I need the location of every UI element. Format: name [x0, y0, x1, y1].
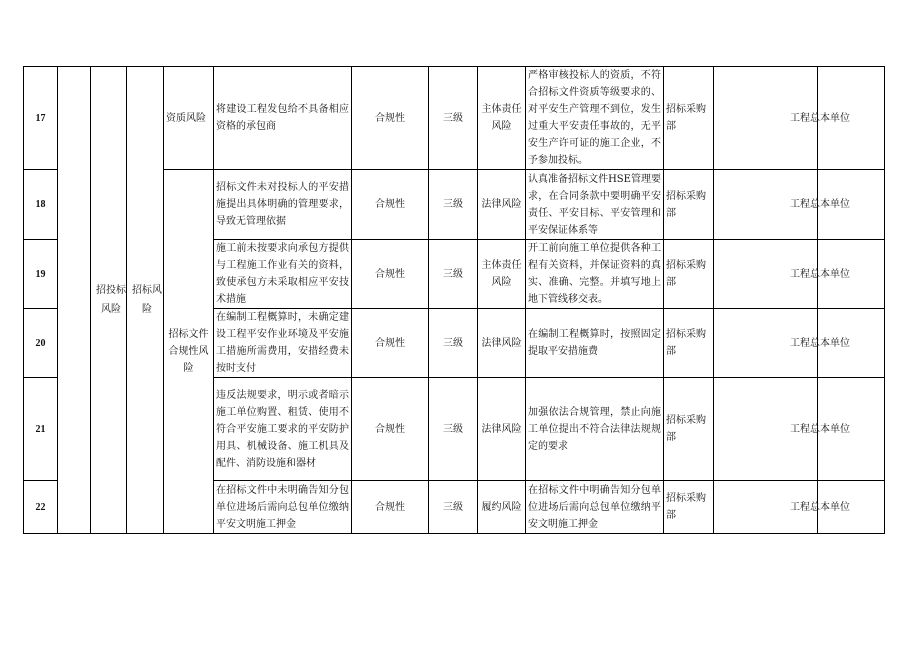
- responsible-dept: 招标采购部: [664, 170, 714, 240]
- risk-type: 法律风险: [478, 378, 526, 481]
- control-measure: 加强依法合规管理，禁止向施工单位提出不符合法律法规规定的要求: [526, 378, 664, 481]
- control-measure: 开工前向施工单位提供各种工程有关资料，并保证资料的真实、准确、完整。并填写地上地下管线移交表。: [526, 240, 664, 309]
- control-measure: 严格审核投标人的资质，不符合招标文件资质等级要求的、对平安生产管理不到位，发生过重大平安责任事故的，无平安生产许可证的施工企业，不予参加投标。: [526, 67, 664, 170]
- risk-category: 合规性: [352, 309, 429, 378]
- responsible-dept: 招标采购部: [664, 240, 714, 309]
- blank-cell: [58, 67, 91, 534]
- responsible-unit: 工程总本单位: [714, 378, 818, 481]
- responsible-unit: 工程总本单位: [714, 170, 818, 240]
- risk-category: 合规性: [352, 481, 429, 534]
- risk-description: 将建设工程发包给不具备相应资格的承包商: [214, 67, 352, 170]
- responsible-unit: 工程总本单位: [714, 240, 818, 309]
- risk-category: 合规性: [352, 240, 429, 309]
- risk-category: 合规性: [352, 378, 429, 481]
- responsible-dept: 招标采购部: [664, 481, 714, 534]
- risk-table-sheet: [23, 66, 885, 534]
- risk-type: 履约风险: [478, 481, 526, 534]
- level2-label: 招标风险: [132, 285, 162, 315]
- control-measure: 认真准备招标文件HSE管理要求，在合同条款中要明确平安责任、平安目标、平安管理和平安保证体系等: [526, 170, 664, 240]
- responsible-unit: 工程总本单位: [714, 481, 818, 534]
- level1-label: 招投标风险: [96, 285, 126, 315]
- risk-type: 主体责任风险: [478, 240, 526, 309]
- risk-category: 合规性: [352, 170, 429, 240]
- risk-description: 在编制工程概算时，未确定建设工程平安作业环境及平安施工措施所需费用，安措经费未按时支付: [214, 309, 352, 378]
- risk-description: 在招标文件中未明确告知分包单位进场后需向总包单位缴纳平安文明施工押金: [214, 481, 352, 534]
- table-row: [24, 67, 885, 170]
- risk-type: 法律风险: [478, 170, 526, 240]
- risk-type: 主体责任风险: [478, 67, 526, 170]
- risk-grade: 三级: [429, 309, 478, 378]
- risk-type: 法律风险: [478, 309, 526, 378]
- risk-description: 违反法规要求，明示或者暗示施工单位购置、租赁、使用不符合平安施工要求的平安防护用具、机械设备、施工机具及配件、消防设施和器材: [214, 378, 352, 481]
- row-number: 18: [24, 170, 58, 240]
- risk-grade: 三级: [429, 170, 478, 240]
- row-number: 22: [24, 481, 58, 534]
- row-number: 21: [24, 378, 58, 481]
- sub-risk-cell: 资质风险: [164, 67, 214, 170]
- sub-risk-cell: 招标文件合规性风险: [164, 170, 214, 534]
- control-measure: 在招标文件中明确告知分包单位进场后需向总包单位缴纳平安文明施工押金: [526, 481, 664, 534]
- responsible-dept: 招标采购部: [664, 67, 714, 170]
- row-number: 17: [24, 67, 58, 170]
- row-number: 20: [24, 309, 58, 378]
- row-number: 19: [24, 240, 58, 309]
- level1-cell: [91, 67, 127, 534]
- responsible-unit: 工程总本单位: [714, 309, 818, 378]
- level2-cell: [127, 67, 164, 534]
- risk-grade: 三级: [429, 378, 478, 481]
- risk-grade: 三级: [429, 240, 478, 309]
- risk-category: 合规性: [352, 67, 429, 170]
- responsible-unit: 工程总本单位: [714, 67, 818, 170]
- risk-grade: 三级: [429, 67, 478, 170]
- risk-description: 施工前未按要求向承包方提供与工程施工作业有关的资料，致使承包方未采取相应平安技术措施: [214, 240, 352, 309]
- risk-grade: 三级: [429, 481, 478, 534]
- responsible-dept: 招标采购部: [664, 378, 714, 481]
- risk-description: 招标文件未对投标人的平安措施提出具体明确的管理要求，导致无管理依据: [214, 170, 352, 240]
- risk-table: [23, 66, 885, 534]
- control-measure: 在编制工程概算时，按照固定提取平安措施费: [526, 309, 664, 378]
- responsible-dept: 招标采购部: [664, 309, 714, 378]
